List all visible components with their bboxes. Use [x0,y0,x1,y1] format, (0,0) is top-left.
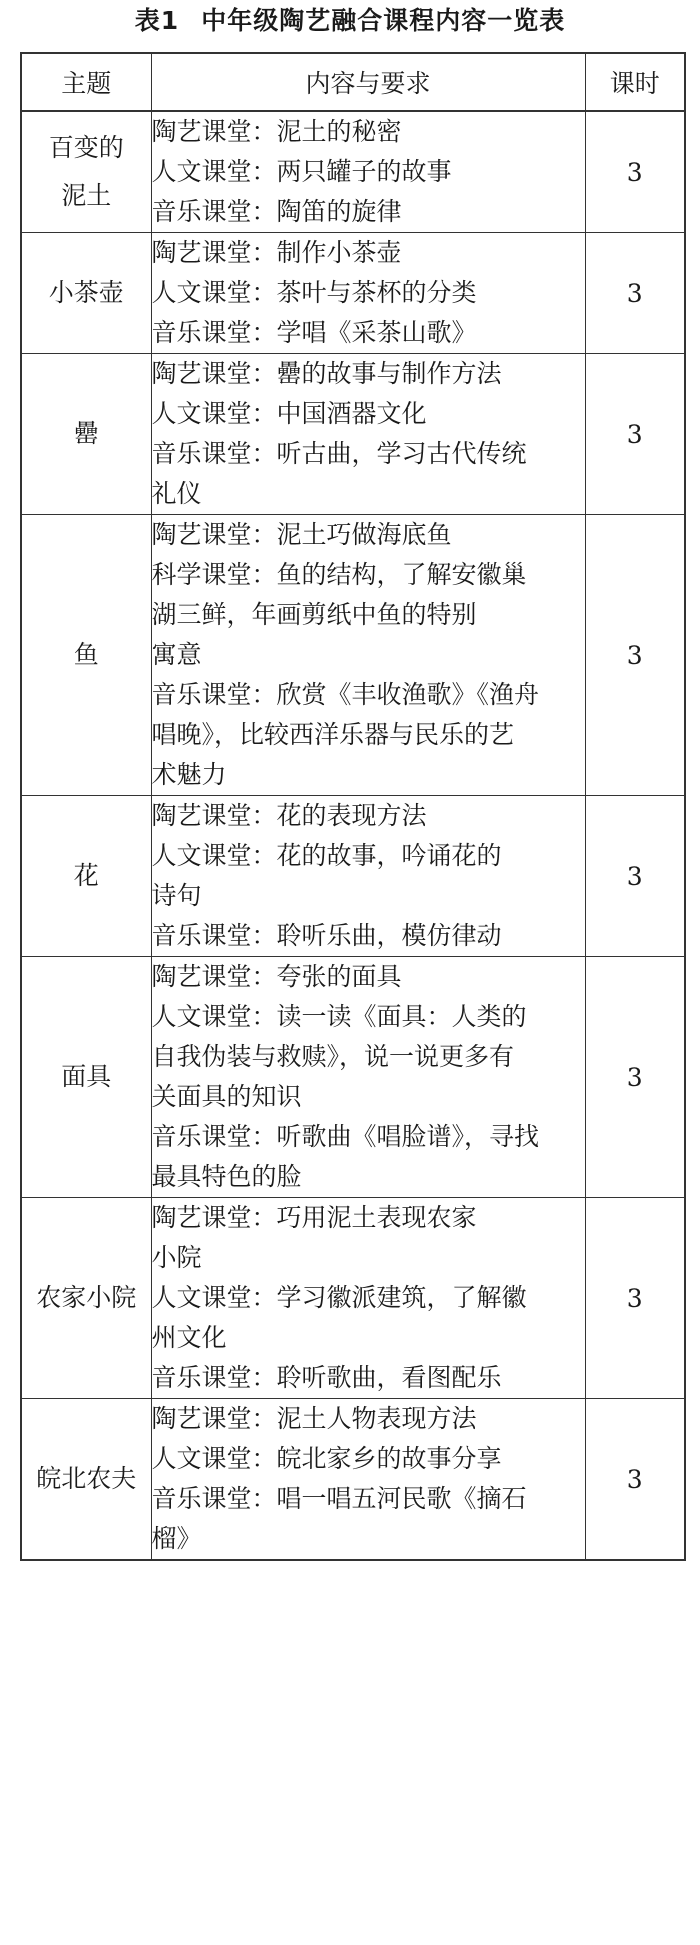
topic-cell [21,354,151,515]
table-row [21,796,685,957]
table-row [21,111,685,233]
content-line: 人文课堂：茶叶与茶杯的分类 [151,278,477,307]
content-line: 陶艺课堂：泥土人物表现方法 [151,1404,477,1433]
content-line: 音乐课堂：唱一唱五河民歌《摘石 [151,1484,527,1513]
content-line: 榴》 [151,1524,202,1553]
hours-cell: 3 [585,354,685,515]
content-cell [151,354,585,515]
topic-text: 小茶壶 [48,278,124,307]
header-topic: 主题 [21,53,151,111]
header-hours: 课时 [585,53,685,111]
content-line: 诗句 [151,881,202,910]
table-row [21,233,685,354]
table-number: 表1 [134,6,180,35]
content-cell [151,957,585,1198]
content-line: 唱晚》，比较西洋乐器与民乐的艺 [151,720,515,749]
table-row [21,1198,685,1399]
topic-text: 面具 [61,1062,112,1091]
topic-cell [21,796,151,957]
table-body [21,111,685,1560]
topic-cell [21,515,151,796]
content-cell [151,796,585,957]
content-line: 音乐课堂：听歌曲《唱脸谱》，寻找 [151,1122,540,1151]
topic-text: 鱼 [73,640,99,669]
content-line: 最具特色的脸 [151,1162,302,1191]
content-cell [151,111,585,233]
topic-text: 花 [73,861,99,890]
content-line: 陶艺课堂：制作小茶壶 [151,238,402,267]
table-row [21,1399,685,1561]
content-line: 音乐课堂：听古曲，学习古代传统 [151,439,527,468]
topic-cell [21,111,151,233]
content-line: 自我伪装与救赎》，说一说更多有 [151,1042,515,1071]
hours-cell: 3 [585,233,685,354]
content-line: 术魅力 [151,760,227,789]
content-line: 音乐课堂：学唱《采茶山歌》 [151,318,477,347]
content-line: 湖三鲜，年画剪纸中鱼的特别 [151,600,477,629]
content-line: 礼仪 [151,479,202,508]
hours-cell: 3 [585,111,685,233]
content-cell [151,1399,585,1561]
content-line: 音乐课堂：欣赏《丰收渔歌》《渔舟 [151,680,540,709]
content-line: 小院 [151,1243,202,1272]
table-caption [0,4,700,38]
topic-cell [21,233,151,354]
table-title: 中年级陶艺融合课程内容一览表 [201,6,566,35]
hours-cell: 3 [585,1198,685,1399]
content-line: 陶艺课堂：泥土的秘密 [151,117,402,146]
table-row [21,354,685,515]
topic-text: 农家小院 [36,1283,137,1312]
content-line: 陶艺课堂：花的表现方法 [151,801,427,830]
content-line: 人文课堂：两只罐子的故事 [151,157,452,186]
content-line: 陶艺课堂：巧用泥土表现农家 [151,1203,477,1232]
table-header-row [21,53,685,111]
topic-cell [21,957,151,1198]
content-line: 音乐课堂：聆听歌曲，看图配乐 [151,1363,502,1392]
content-line: 陶艺课堂：罍的故事与制作方法 [151,359,502,388]
content-line: 州文化 [151,1323,227,1352]
hours-cell: 3 [585,957,685,1198]
content-cell [151,233,585,354]
table-row [21,957,685,1198]
topic-text: 皖北农夫 [36,1464,137,1493]
hours-cell: 3 [585,796,685,957]
content-line: 寓意 [151,640,202,669]
topic-cell [21,1399,151,1561]
hours-cell: 3 [585,1399,685,1561]
topic-text: 罍 [73,419,99,448]
hours-cell: 3 [585,515,685,796]
topic-text: 泥土 [61,181,112,210]
content-line: 音乐课堂：聆听乐曲，模仿律动 [151,921,502,950]
content-line: 人文课堂：中国酒器文化 [151,399,427,428]
content-line: 人文课堂：学习徽派建筑，了解徽 [151,1283,527,1312]
content-cell [151,515,585,796]
content-line: 科学课堂：鱼的结构，了解安徽巢 [151,560,527,589]
header-content: 内容与要求 [151,53,585,111]
content-line: 陶艺课堂：泥土巧做海底鱼 [151,520,452,549]
content-line: 关面具的知识 [151,1082,302,1111]
course-content-table [20,52,686,1561]
topic-cell [21,1198,151,1399]
content-line: 人文课堂：花的故事，吟诵花的 [151,841,502,870]
topic-text: 百变的 [48,133,124,162]
content-line: 音乐课堂：陶笛的旋律 [151,197,402,226]
table-row [21,515,685,796]
content-line: 人文课堂：皖北家乡的故事分享 [151,1444,502,1473]
content-line: 人文课堂：读一读《面具：人类的 [151,1002,527,1031]
content-line: 陶艺课堂：夸张的面具 [151,962,402,991]
content-cell [151,1198,585,1399]
